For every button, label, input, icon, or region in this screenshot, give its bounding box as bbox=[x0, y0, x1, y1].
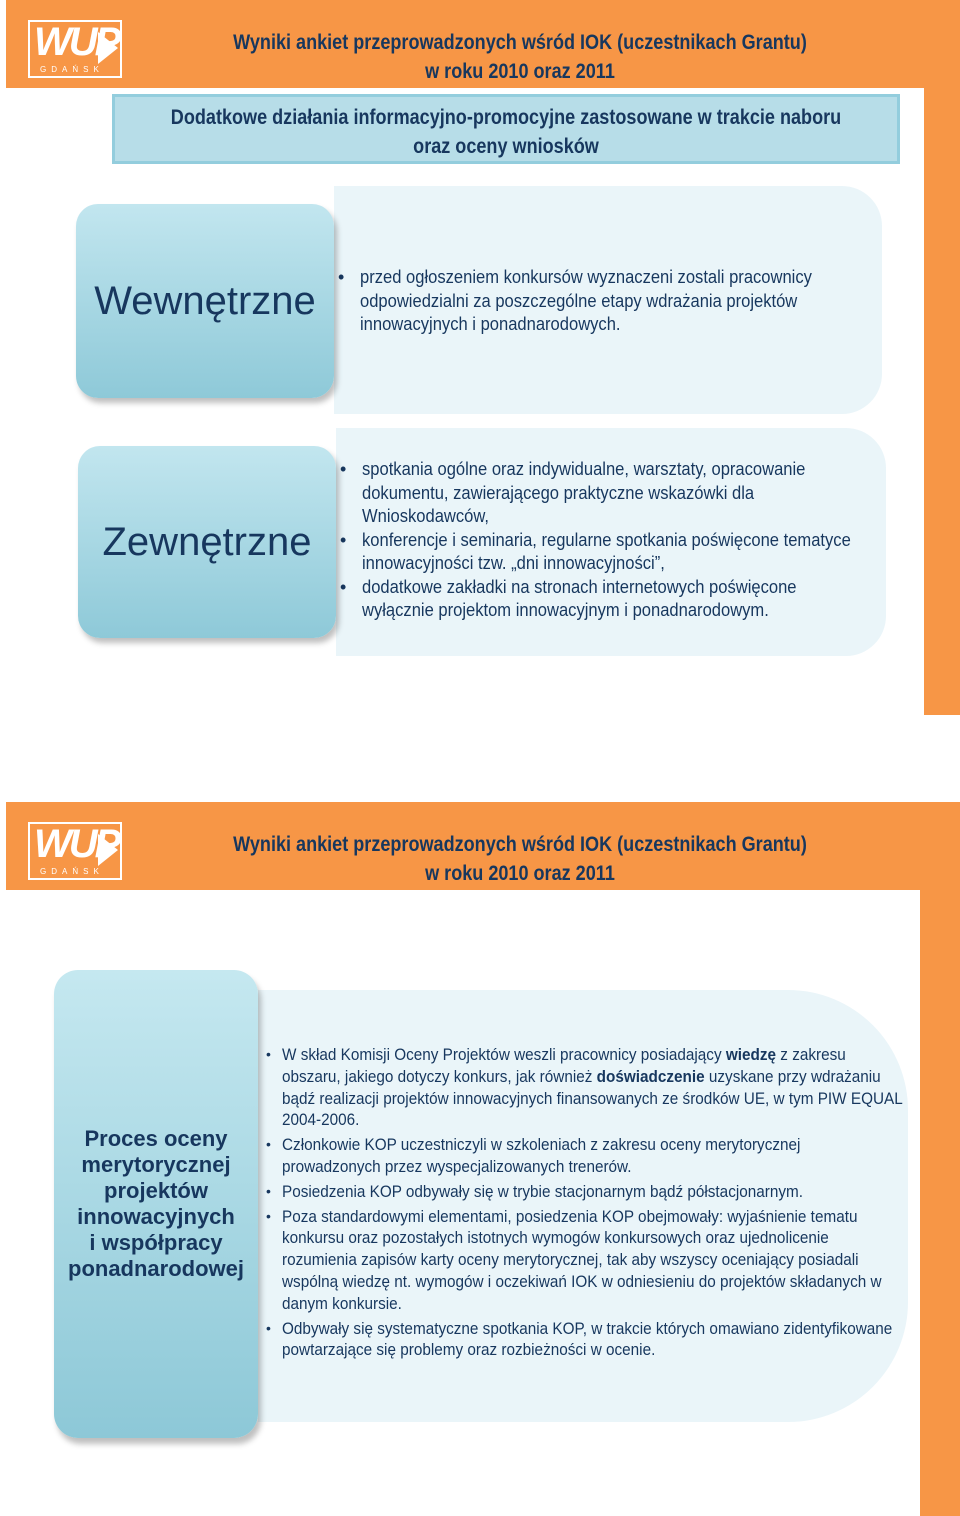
evaluation-process-label: Proces oceny merytorycznej projektów innowacyjnych i współpracy ponadnarodowej bbox=[54, 970, 258, 1438]
slide-1 bbox=[0, 0, 960, 715]
external-item: • spotkania ogólne oraz indywidualne, warsztaty, opracowanie dokumentu, zawierającego praktyczne wskazówki dla Wnioskodawców, bbox=[336, 458, 886, 529]
evaluation-item: • Członkowie KOP uczestniczyli w szkoleniach z zakresu oceny merytorycznej prowadzonych przez wyspecjalizowanych trenerów. bbox=[258, 1134, 908, 1178]
evaluation-content-box bbox=[258, 990, 908, 1422]
header-title bbox=[150, 830, 890, 888]
wup-logo bbox=[28, 822, 122, 880]
internal-item: • przed ogłoszeniem konkursów wyznaczeni zostali pracownicy odpowiedzialni za poszczególne etapy wdrażania projektów innowacyjnych i ponadnarodowych. bbox=[334, 266, 882, 337]
internal-content-box bbox=[334, 186, 882, 414]
wup-logo bbox=[28, 20, 122, 78]
header-title-line-1: Wyniki ankiet przeprowadzonych wśród IOK (uczestnikach Grantu) bbox=[233, 833, 807, 856]
section-subtitle bbox=[112, 94, 900, 164]
orange-side-stripe bbox=[924, 0, 960, 715]
logo-arrow-icon bbox=[98, 834, 118, 866]
subtitle-line-1: Dodatkowe działania informacyjno-promocyjne zastosowane w trakcie naboru bbox=[170, 106, 842, 129]
orange-side-stripe bbox=[920, 802, 960, 1516]
logo-arrow-icon bbox=[98, 32, 118, 64]
evaluation-item: • Odbywały się systematyczne spotkania KOP, w trakcie których omawiano zidentyfikowane powtarzające się problemy oraz rozbieżności w ocenie. bbox=[258, 1318, 908, 1362]
external-item: • konferencje i seminaria, regularne spotkania poświęcone tematyce innowacyjności tzw. „dni innowacyjności”, bbox=[336, 529, 886, 576]
external-content-box bbox=[336, 428, 886, 656]
evaluation-item: • Posiedzenia KOP odbywały się w trybie stacjonarnym bądź półstacjonarnym. bbox=[258, 1181, 908, 1203]
logo-subtext: GDAŃSK bbox=[40, 867, 104, 876]
header-title-line-2: w roku 2010 oraz 2011 bbox=[425, 862, 615, 885]
internal-label: Wewnętrzne bbox=[76, 204, 334, 398]
subtitle-line-2: oraz oceny wniosków bbox=[413, 135, 599, 158]
external-label: Zewnętrzne bbox=[78, 446, 336, 638]
logo-text: WUP bbox=[34, 20, 119, 64]
evaluation-item: • Poza standardowymi elementami, posiedzenia KOP obejmowały: wyjaśnienie tematu konkursu oraz pozostałych istotnych wymogów konkursowych oraz ujednolicenie rozumienia zapisów karty oceny merytorycznej, tak aby wszyscy oceniający posiadali wspólną wiedzę nt. wymogów i oczekiwań IOK w odniesieniu do projektów składanych w danym konkursie. bbox=[258, 1206, 908, 1315]
evaluation-item: • W skład Komisji Oceny Projektów weszli pracownicy posiadający wiedzę z zakresu obszaru, jakiego dotyczy konkurs, jak również doświadczenie uzyskane przy wdrażaniu bądź realizacji projektów innowacyjnych finansowanych ze środków UE, w tym PIW EQUAL 2004-2006. bbox=[258, 1044, 908, 1131]
logo-text: WUP bbox=[34, 822, 119, 866]
header-title bbox=[150, 28, 890, 86]
header-title-line-1: Wyniki ankiet przeprowadzonych wśród IOK (uczestnikach Grantu) bbox=[233, 31, 807, 54]
slide-2 bbox=[0, 802, 960, 1516]
header-title-line-2: w roku 2010 oraz 2011 bbox=[425, 60, 615, 83]
logo-subtext: GDAŃSK bbox=[40, 65, 104, 74]
external-item: • dodatkowe zakładki na stronach internetowych poświęcone wyłącznie projektom innowacyjnym i ponadnarodowym. bbox=[336, 576, 886, 623]
